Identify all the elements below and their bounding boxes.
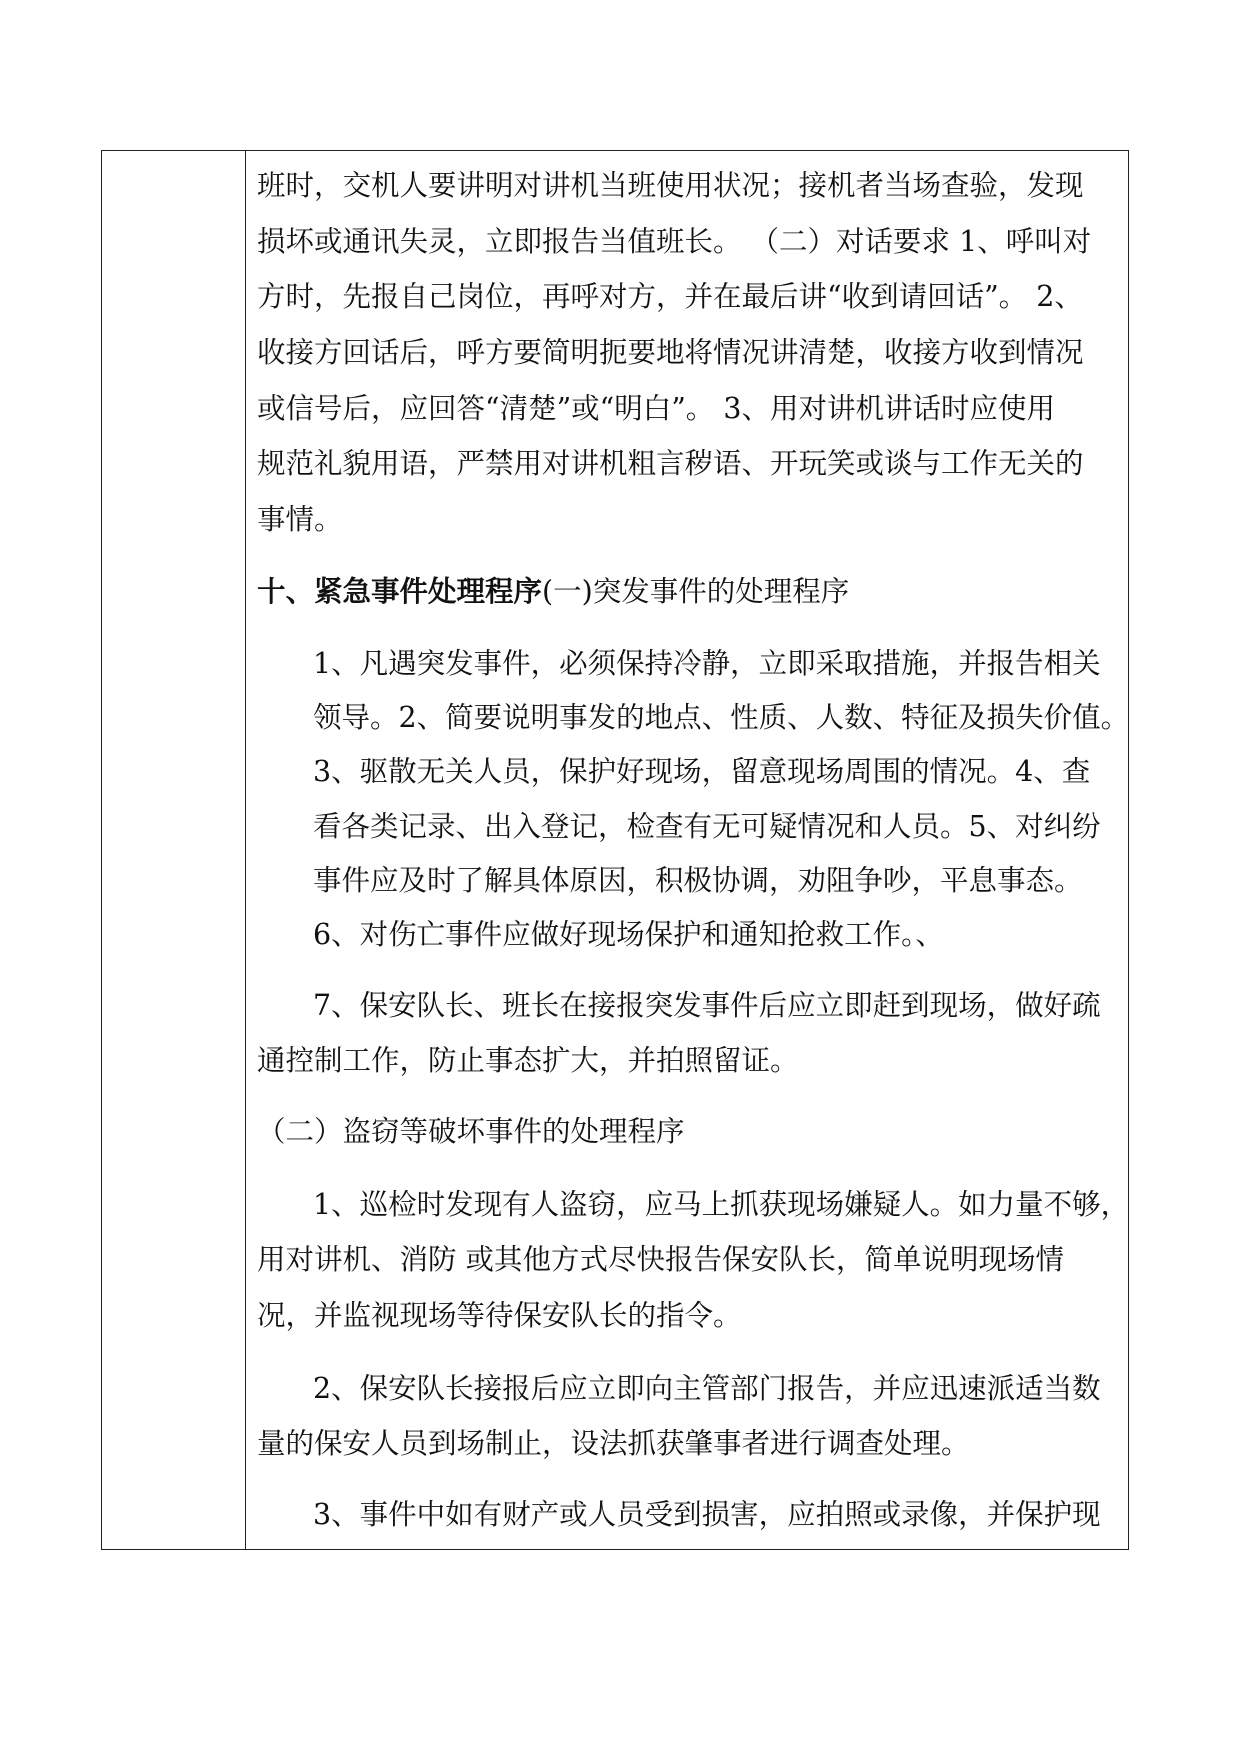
text-line: 领导。2、简要说明事发的地点、性质、人数、特征及损失价值。 <box>313 701 1130 734</box>
text-line: 通控制工作，防止事态扩大，并拍照留证。 <box>257 1044 799 1077</box>
text-line: 规范礼貌用语，严禁用对讲机粗言秽语、开玩笑或谈与工作无关的 <box>257 447 1084 480</box>
text-line: 6、对伤亡事件应做好现场保护和通知抢救工作。、 <box>313 918 944 951</box>
text-line: 7、保安队长、班长在接报突发事件后应立即赶到现场，做好疏 <box>313 989 1101 1022</box>
text-line: 3、事件中如有财产或人员受到损害，应拍照或录像，并保护现 <box>313 1498 1101 1531</box>
table-column-divider <box>245 150 246 1550</box>
text-line: 收接方回话后，呼方要简明扼要地将情况讲清楚，收接方收到情况 <box>257 336 1084 369</box>
text-line: 或信号后，应回答“清楚”或“明白”。 3、用对讲机讲话时应使用 <box>257 392 1055 425</box>
text-line: 事情。 <box>257 503 343 536</box>
text-line: 1、巡检时发现有人盗窃，应马上抓获现场嫌疑人。如力量不够， <box>313 1188 1130 1221</box>
text-line: 3、驱散无关人员，保护好现场，留意现场周围的情况。4、查 <box>313 755 1091 788</box>
section-two-heading: （二）盗窃等破坏事件的处理程序 <box>257 1115 685 1148</box>
text-line: 看各类记录、出入登记，检查有无可疑情况和人员。5、对纠纷 <box>313 810 1101 843</box>
text-line: 班时，交机人要讲明对讲机当班使用状况；接机者当场查验，发现 <box>257 169 1084 202</box>
text-line: 2、保安队长接报后应立即向主管部门报告，并应迅速派适当数 <box>313 1372 1101 1405</box>
text-line: 损坏或通讯失灵，立即报告当值班长。 （二）对话要求 1、呼叫对 <box>257 225 1092 258</box>
text-line: 量的保安人员到场制止，设法抓获肇事者进行调查处理。 <box>257 1427 970 1460</box>
section-ten-heading: 十、紧急事件处理程序 <box>257 574 543 608</box>
text-line: 事件应及时了解具体原因，积极协调，劝阻争吵，平息事态。 <box>313 864 1083 897</box>
section-ten-subheading: (一)突发事件的处理程序 <box>542 575 850 608</box>
text-line: 1、凡遇突发事件，必须保持冷静，立即采取措施，并报告相关 <box>313 647 1101 680</box>
text-line: 用对讲机、消防 或其他方式尽快报告保安队长，简单说明现场情 <box>257 1243 1065 1276</box>
section-ten-title <box>257 573 849 610</box>
text-line: 况，并监视现场等待保安队长的指令。 <box>257 1299 742 1332</box>
text-line: 方时，先报自己岗位，再呼对方，并在最后讲“收到请回话”。 2、 <box>257 280 1083 313</box>
